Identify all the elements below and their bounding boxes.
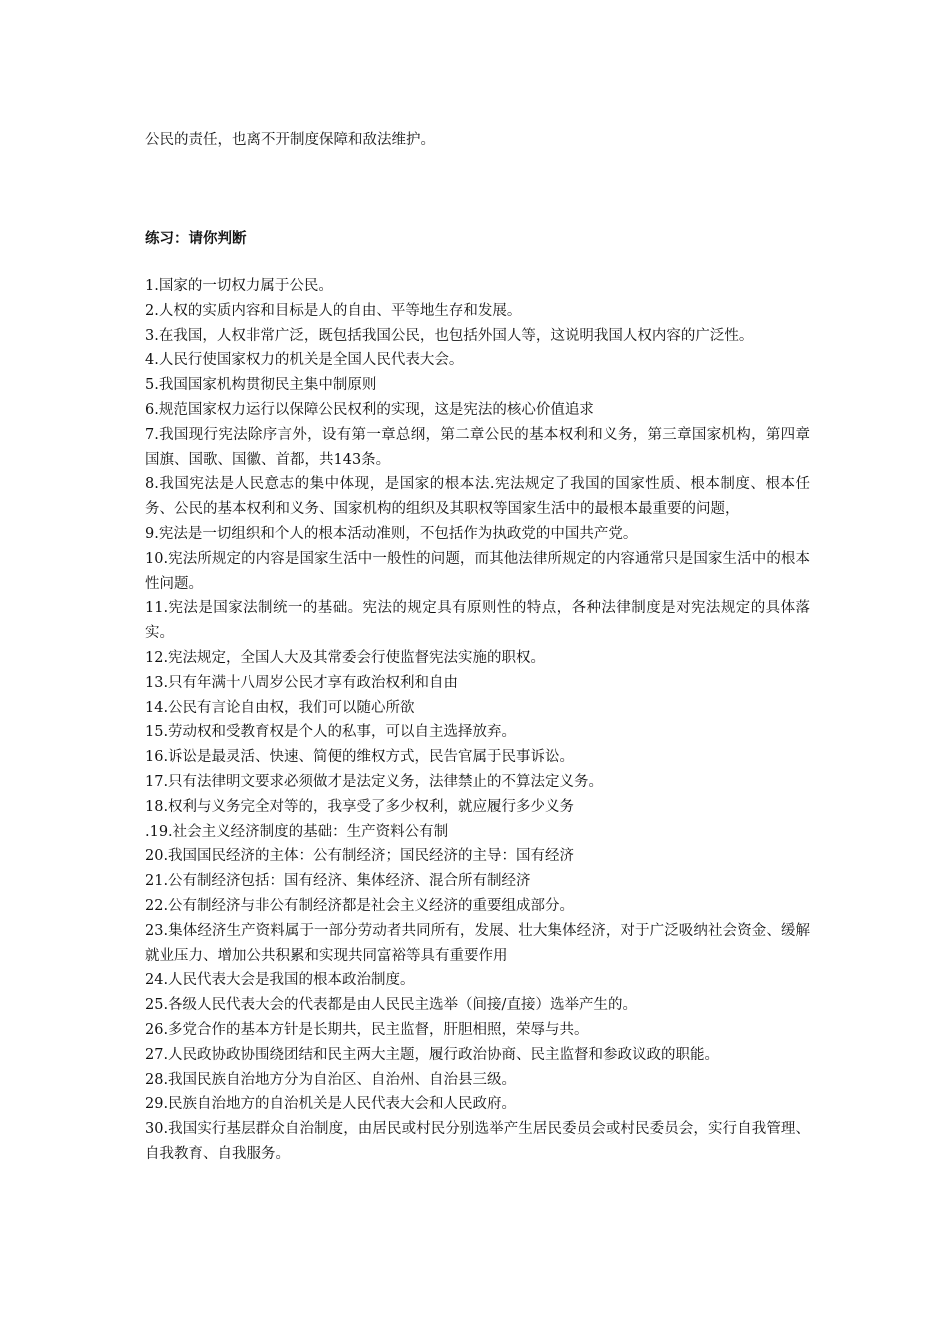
question-item-8: 8.我国宪法是人民意志的集中体现，是国家的根本法.宪法规定了我国的国家性质、根本制度、根本任务、公民的基本权利和义务、国家机构的组织及其职权等国家生活中的最根本最重要的问题，	[145, 476, 810, 518]
question-item-22: 22.公有制经济与非公有制经济都是社会主义经济的重要组成部分。	[145, 897, 575, 914]
question-item-13: 13.只有年满十八周岁公民才享有政治权利和自由	[145, 674, 459, 691]
question-item-23: 23.集体经济生产资料属于一部分劳动者共同所有，发展、壮大集体经济，对于广泛吸纳社会资金、缓解就业压力、增加公共积累和实现共同富裕等具有重要作用	[145, 922, 810, 964]
question-item-18: 18.权利与义务完全对等的，我享受了多少权利，就应履行多少义务	[145, 798, 575, 815]
question-item-26: 26.多党合作的基本方针是长期共，民主监督，肝胆相照，荣辱与共。	[145, 1021, 589, 1038]
question-item-19: .19.社会主义经济制度的基础：生产资料公有制	[145, 823, 449, 840]
question-item-28: 28.我国民族自治地方分为自治区、自治州、自治县三级。	[145, 1071, 517, 1088]
question-item-10: 10.宪法所规定的内容是国家生活中一般性的问题，而其他法律所规定的内容通常只是国家生活中的根本性问题。	[145, 550, 810, 592]
question-item-11: 11.宪法是国家法制统一的基础。宪法的规定具有原则性的特点，各种法律制度是对宪法规定的具体落实。	[145, 600, 810, 642]
question-item-12: 12.宪法规定，全国人大及其常委会行使监督宪法实施的职权。	[145, 649, 546, 666]
question-item-5: 5.我国国家机构贯彻民主集中制原则	[145, 377, 377, 394]
question-item-4: 4.人民行使国家权力的机关是全国人民代表大会。	[145, 352, 464, 369]
question-list	[145, 274, 810, 1167]
question-item-2: 2.人权的实质内容和目标是人的自由、平等地生存和发展。	[145, 302, 522, 319]
question-item-16: 16.诉讼是最灵活、快速、简便的维权方式，民告官属于民事诉讼。	[145, 749, 575, 766]
section-heading: 练习：请你判断	[145, 230, 247, 247]
question-item-1: 1.国家的一切权力属于公民。	[145, 278, 333, 294]
question-item-6: 6.规范国家权力运行以保障公民权利的实现，这是宪法的核心价值追求	[145, 401, 594, 418]
intro-text: 公民的责任，也离不开制度保障和敌法维护。	[145, 132, 435, 148]
question-item-29: 29.民族自治地方的自治机关是人民代表大会和人民政府。	[145, 1096, 517, 1113]
question-item-21: 21.公有制经济包括：国有经济、集体经济、混合所有制经济	[145, 873, 531, 890]
question-item-27: 27.人民政协政协围绕团结和民主两大主题，履行政治协商、民主监督和参政议政的职能。	[145, 1046, 720, 1063]
question-item-3: 3.在我国，人权非常广泛，既包括我国公民，也包括外国人等，这说明我国人权内容的广泛性。	[145, 327, 754, 344]
question-item-20: 20.我国国民经济的主体：公有制经济；国民经济的主导：国有经济	[145, 848, 575, 865]
question-item-9: 9.宪法是一切组织和个人的根本活动准则，不包括作为执政党的中国共产党。	[145, 525, 638, 542]
question-item-30: 30.我国实行基层群众自治制度，由居民或村民分别选举产生居民委员会或村民委员会，实行自我管理、自我教育、自我服务。	[145, 1121, 810, 1162]
question-item-17: 17.只有法律明文要求必须做才是法定义务，法律禁止的不算法定义务。	[145, 773, 604, 790]
question-item-7: 7.我国现行宪法除序言外，设有第一章总纲，第二章公民的基本权利和义务，第三章国家机构，第四章国旗、国歌、国徽、首都，共143条。	[145, 426, 810, 468]
question-item-25: 25.各级人民代表大会的代表都是由人民民主选举（间接/直接）选举产生的。	[145, 997, 637, 1014]
question-item-24: 24.人民代表大会是我国的根本政治制度。	[145, 972, 415, 989]
question-item-15: 15.劳动权和受教育权是个人的私事，可以自主选择放弃。	[145, 724, 517, 741]
question-item-14: 14.公民有言论自由权，我们可以随心所欲	[145, 699, 415, 716]
